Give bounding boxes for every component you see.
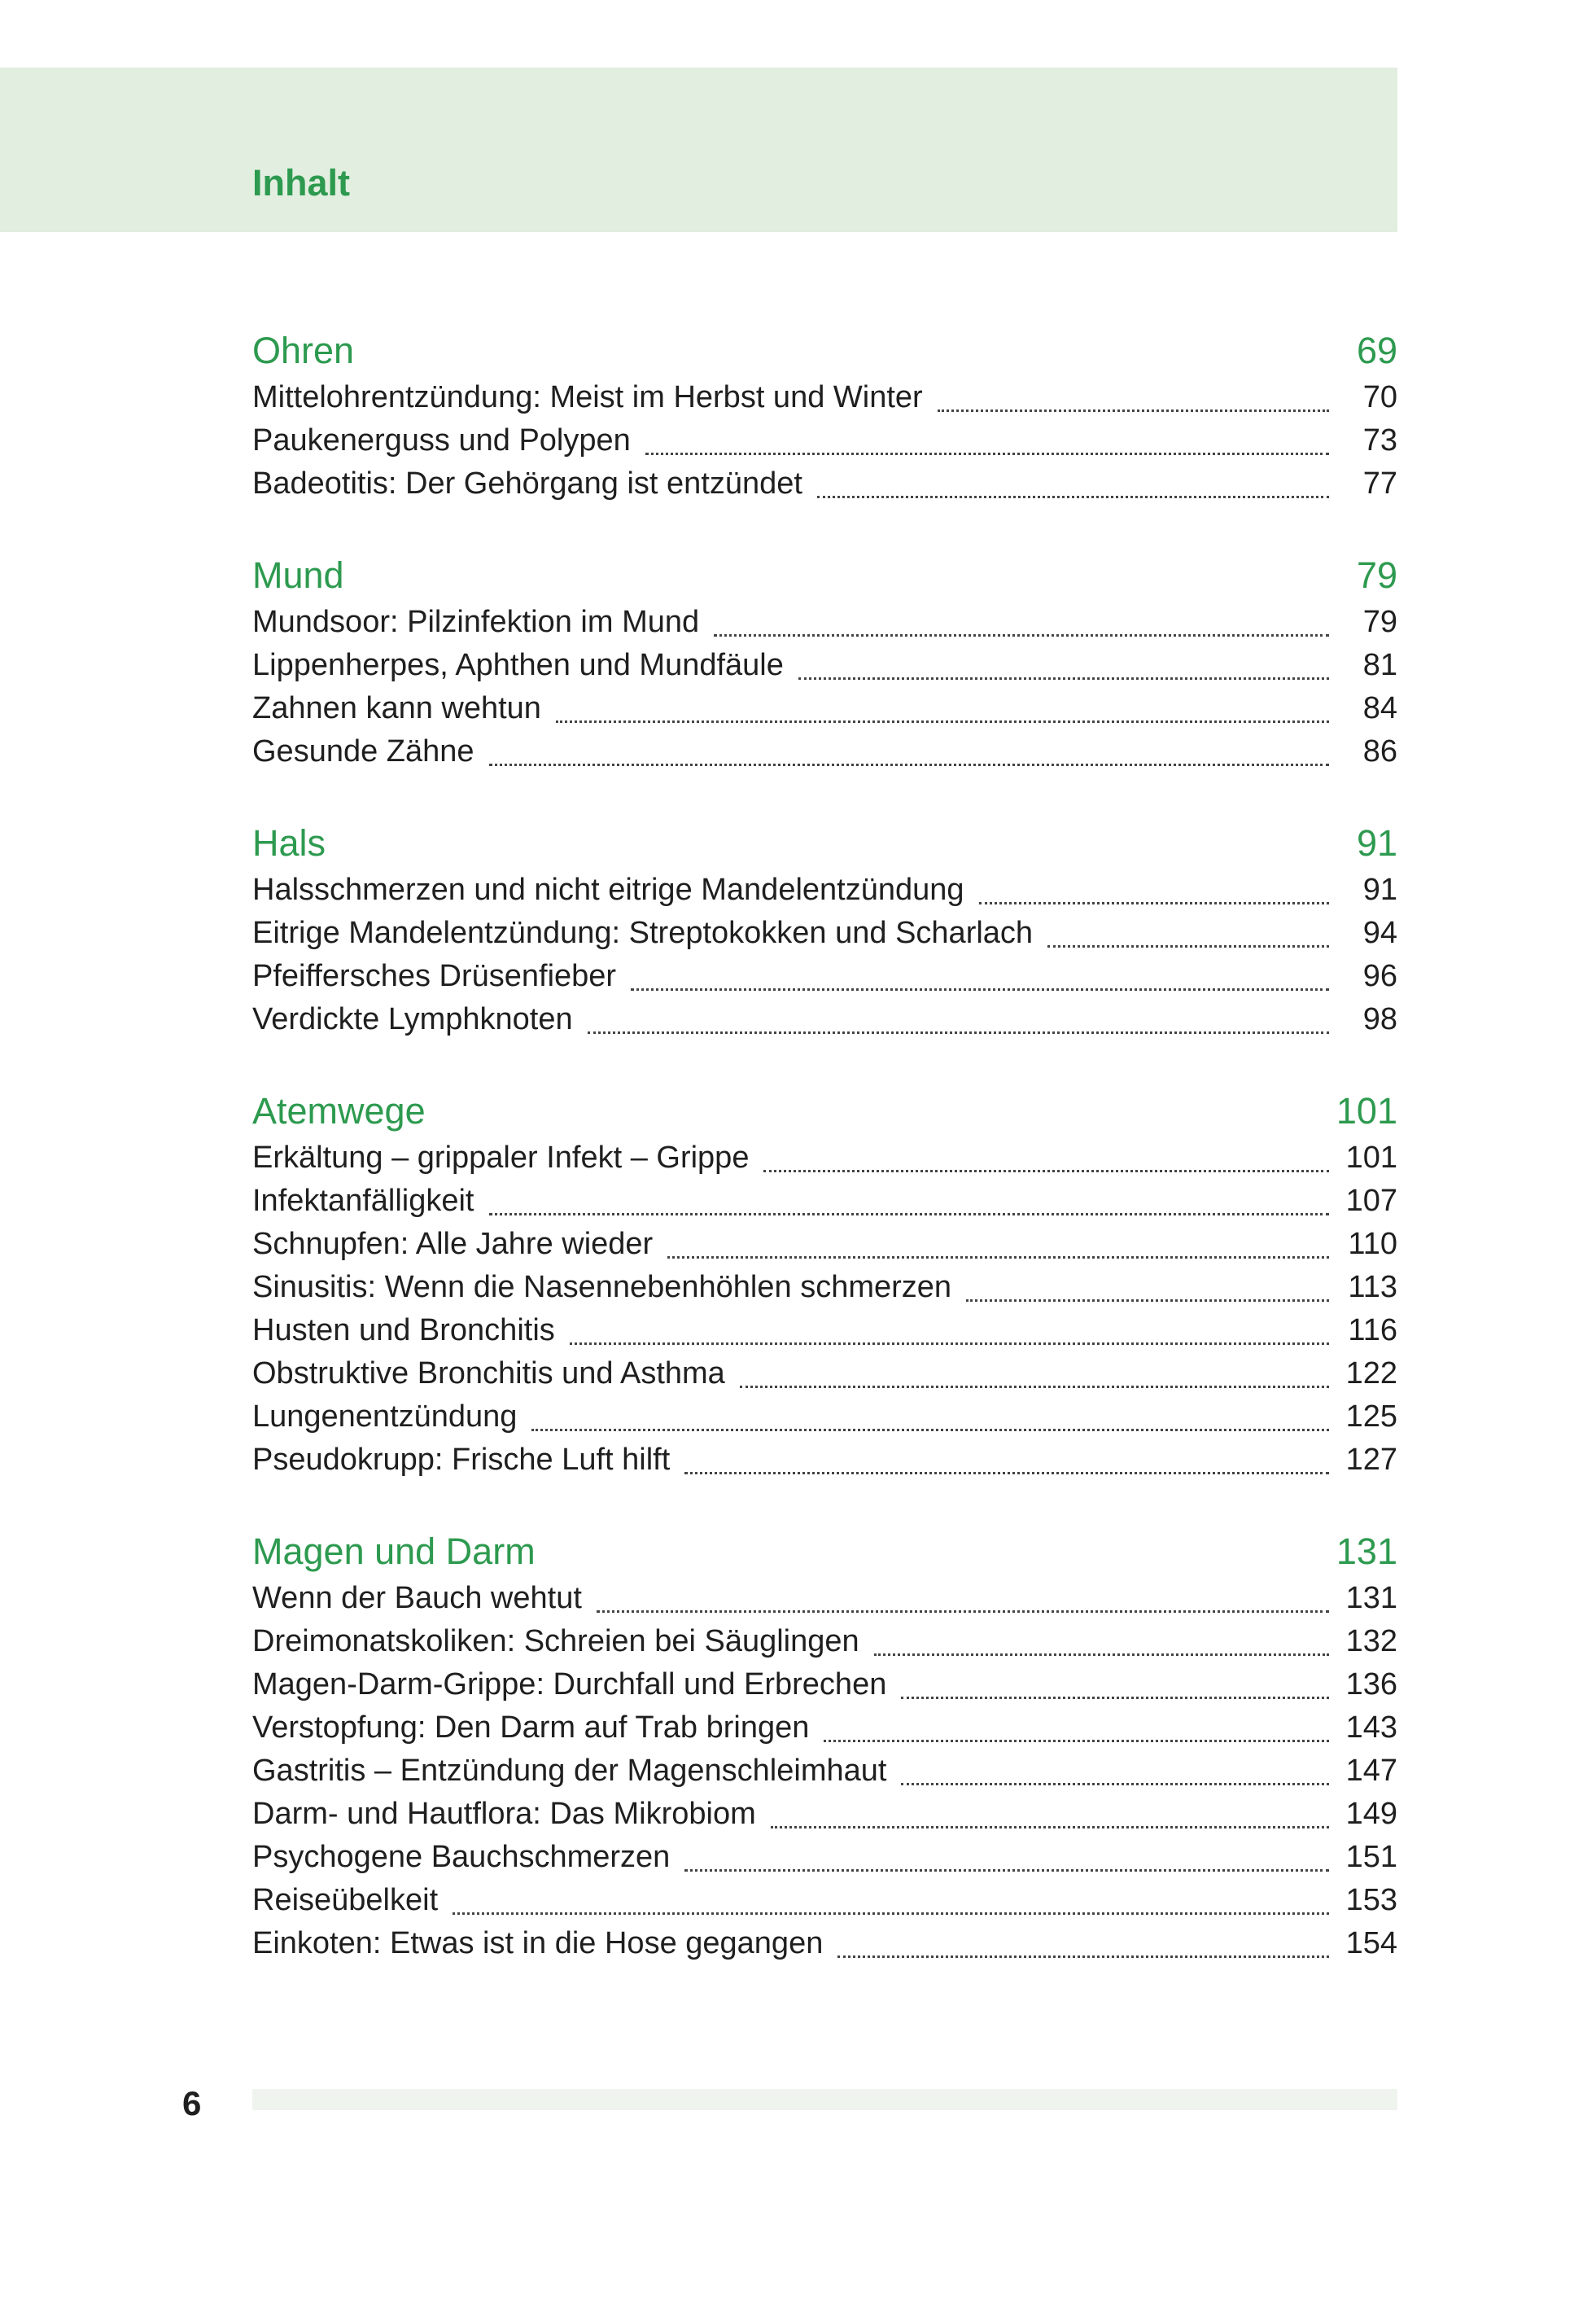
dot-leader	[684, 1472, 1329, 1474]
toc-entry[interactable]	[252, 1309, 1397, 1352]
entry-title: Wenn der Bauch wehtut	[252, 1581, 582, 1615]
section-title: Ohren	[252, 330, 355, 371]
entry-page-number: 86	[1362, 734, 1397, 769]
table-of-contents	[252, 326, 1397, 2010]
dot-leader	[901, 1783, 1329, 1785]
dot-leader	[938, 409, 1329, 412]
toc-entry[interactable]	[252, 1750, 1397, 1793]
dot-leader	[837, 1955, 1329, 1958]
dot-leader	[453, 1912, 1329, 1915]
entry-page-number: 98	[1362, 1002, 1397, 1036]
section-heading[interactable]	[252, 550, 1397, 601]
entry-page-number: 81	[1362, 648, 1397, 682]
entry-page-number: 79	[1362, 605, 1397, 639]
dot-leader	[763, 1170, 1329, 1172]
toc-entry[interactable]	[252, 687, 1397, 730]
dot-leader	[556, 720, 1329, 723]
dot-leader	[684, 1869, 1329, 1872]
entry-page-number: 151	[1345, 1840, 1397, 1874]
entry-title: Obstruktive Bronchitis und Asthma	[252, 1356, 725, 1390]
toc-entry[interactable]	[252, 1620, 1397, 1663]
entry-title: Sinusitis: Wenn die Nasennebenhöhlen schmerzen	[252, 1270, 952, 1304]
section-page-number: 69	[1356, 330, 1397, 371]
dot-leader	[798, 677, 1329, 680]
entry-page-number: 77	[1362, 466, 1397, 501]
entry-page-number: 147	[1345, 1754, 1397, 1788]
toc-entry[interactable]	[252, 1223, 1397, 1266]
dot-leader	[531, 1429, 1329, 1431]
toc-entry[interactable]	[252, 601, 1397, 644]
entry-title: Halsschmerzen und nicht eitrige Mandelentzündung	[252, 873, 964, 907]
dot-leader	[966, 1299, 1329, 1302]
dot-leader	[588, 1031, 1329, 1034]
entry-page-number: 110	[1348, 1227, 1397, 1261]
toc-entry[interactable]	[252, 1266, 1397, 1309]
toc-entry[interactable]	[252, 1793, 1397, 1836]
toc-section	[252, 550, 1397, 773]
dot-leader	[740, 1386, 1329, 1388]
entry-title: Mundsoor: Pilzinfektion im Mund	[252, 605, 700, 639]
entry-page-number: 154	[1345, 1926, 1397, 1960]
toc-entry[interactable]	[252, 1706, 1397, 1750]
section-heading[interactable]	[252, 818, 1397, 869]
entry-title: Magen-Darm-Grippe: Durchfall und Erbrechen	[252, 1667, 887, 1701]
section-page-number: 101	[1336, 1090, 1397, 1132]
entry-title: Pfeiffersches Drüsenfieber	[252, 959, 617, 993]
entry-title: Verdickte Lymphknoten	[252, 1002, 573, 1036]
dot-leader	[979, 902, 1329, 904]
dot-leader	[874, 1653, 1329, 1656]
entry-title: Infektanfälligkeit	[252, 1184, 474, 1218]
dot-leader	[817, 496, 1329, 498]
section-heading[interactable]	[252, 1526, 1397, 1577]
entry-title: Darm- und Hautflora: Das Mikrobiom	[252, 1797, 756, 1831]
entry-page-number: 91	[1362, 873, 1397, 907]
entry-title: Paukenerguss und Polypen	[252, 423, 631, 458]
dot-leader	[597, 1610, 1329, 1613]
entry-page-number: 143	[1345, 1710, 1397, 1745]
entry-page-number: 153	[1345, 1883, 1397, 1917]
dot-leader	[1047, 945, 1329, 948]
toc-entry[interactable]	[252, 869, 1397, 912]
dot-leader	[667, 1256, 1329, 1259]
entry-page-number: 107	[1345, 1184, 1397, 1218]
entry-title: Psychogene Bauchschmerzen	[252, 1840, 671, 1874]
dot-leader	[824, 1740, 1329, 1742]
dot-leader	[645, 453, 1329, 455]
dot-leader	[631, 988, 1329, 991]
toc-section	[252, 1526, 1397, 1965]
entry-page-number: 122	[1345, 1356, 1397, 1390]
entry-title: Gastritis – Entzündung der Magenschleimhaut	[252, 1754, 887, 1788]
section-title: Atemwege	[252, 1090, 426, 1132]
entry-page-number: 84	[1362, 691, 1397, 725]
entry-page-number: 131	[1345, 1581, 1397, 1615]
section-heading[interactable]	[252, 1086, 1397, 1136]
entry-title: Reiseübelkeit	[252, 1883, 439, 1917]
entry-title: Gesunde Zähne	[252, 734, 474, 769]
entry-page-number: 96	[1362, 959, 1397, 993]
dot-leader	[714, 634, 1329, 637]
entry-page-number: 94	[1362, 916, 1397, 950]
entry-page-number: 136	[1345, 1667, 1397, 1701]
dot-leader	[771, 1826, 1329, 1828]
section-page-number: 131	[1336, 1531, 1397, 1572]
section-page-number: 91	[1356, 822, 1397, 864]
section-title: Magen und Darm	[252, 1531, 536, 1572]
entry-page-number: 125	[1345, 1399, 1397, 1434]
toc-entry[interactable]	[252, 912, 1397, 955]
toc-section	[252, 326, 1397, 506]
dot-leader	[901, 1697, 1329, 1699]
entry-title: Dreimonatskoliken: Schreien bei Säuglingen	[252, 1624, 859, 1658]
toc-entry[interactable]	[252, 955, 1397, 998]
toc-entry[interactable]	[252, 1180, 1397, 1223]
toc-entry[interactable]	[252, 419, 1397, 462]
toc-entry[interactable]	[252, 1922, 1397, 1965]
toc-entry[interactable]	[252, 1663, 1397, 1706]
entry-page-number: 70	[1362, 380, 1397, 414]
dot-leader	[489, 764, 1329, 766]
entry-page-number: 113	[1348, 1270, 1397, 1304]
toc-entry[interactable]	[252, 1352, 1397, 1395]
entry-title: Erkältung – grippaler Infekt – Grippe	[252, 1141, 750, 1175]
entry-page-number: 73	[1362, 423, 1397, 458]
header-band	[0, 68, 1397, 232]
toc-entry[interactable]	[252, 1836, 1397, 1879]
entry-title: Badeotitis: Der Gehörgang ist entzündet	[252, 466, 802, 501]
toc-entry[interactable]	[252, 1577, 1397, 1620]
entry-page-number: 116	[1348, 1313, 1397, 1347]
entry-title: Husten und Bronchitis	[252, 1313, 555, 1347]
section-page-number: 79	[1356, 554, 1397, 596]
entry-page-number: 149	[1345, 1797, 1397, 1831]
toc-entry[interactable]	[252, 376, 1397, 419]
toc-entry[interactable]	[252, 1879, 1397, 1922]
section-title: Hals	[252, 822, 326, 864]
toc-section	[252, 1086, 1397, 1482]
entry-title: Einkoten: Etwas ist in die Hose gegangen	[252, 1926, 824, 1960]
dot-leader	[489, 1213, 1330, 1215]
entry-title: Eitrige Mandelentzündung: Streptokokken und Scharlach	[252, 916, 1034, 950]
entry-page-number: 101	[1345, 1141, 1397, 1175]
entry-title: Zahnen kann wehtun	[252, 691, 541, 725]
entry-title: Schnupfen: Alle Jahre wieder	[252, 1227, 654, 1261]
entry-title: Mittelohrentzündung: Meist im Herbst und Winter	[252, 380, 923, 414]
toc-entry[interactable]	[252, 1395, 1397, 1439]
toc-entry[interactable]	[252, 1439, 1397, 1482]
toc-section	[252, 818, 1397, 1041]
toc-entry[interactable]	[252, 462, 1397, 506]
toc-entry[interactable]	[252, 1136, 1397, 1180]
page-number: 6	[182, 2084, 202, 2122]
page-title: Inhalt	[252, 162, 350, 204]
toc-entry[interactable]	[252, 730, 1397, 773]
footer-bar	[252, 2089, 1397, 2110]
dot-leader	[570, 1342, 1329, 1345]
entry-title: Pseudokrupp: Frische Luft hilft	[252, 1443, 671, 1477]
entry-title: Lippenherpes, Aphthen und Mundfäule	[252, 648, 784, 682]
section-title: Mund	[252, 554, 344, 596]
entry-page-number: 127	[1345, 1443, 1397, 1477]
entry-page-number: 132	[1345, 1624, 1397, 1658]
toc-entry[interactable]	[252, 998, 1397, 1041]
entry-title: Lungenentzündung	[252, 1399, 518, 1434]
section-heading[interactable]	[252, 326, 1397, 376]
entry-title: Verstopfung: Den Darm auf Trab bringen	[252, 1710, 810, 1745]
toc-entry[interactable]	[252, 644, 1397, 687]
